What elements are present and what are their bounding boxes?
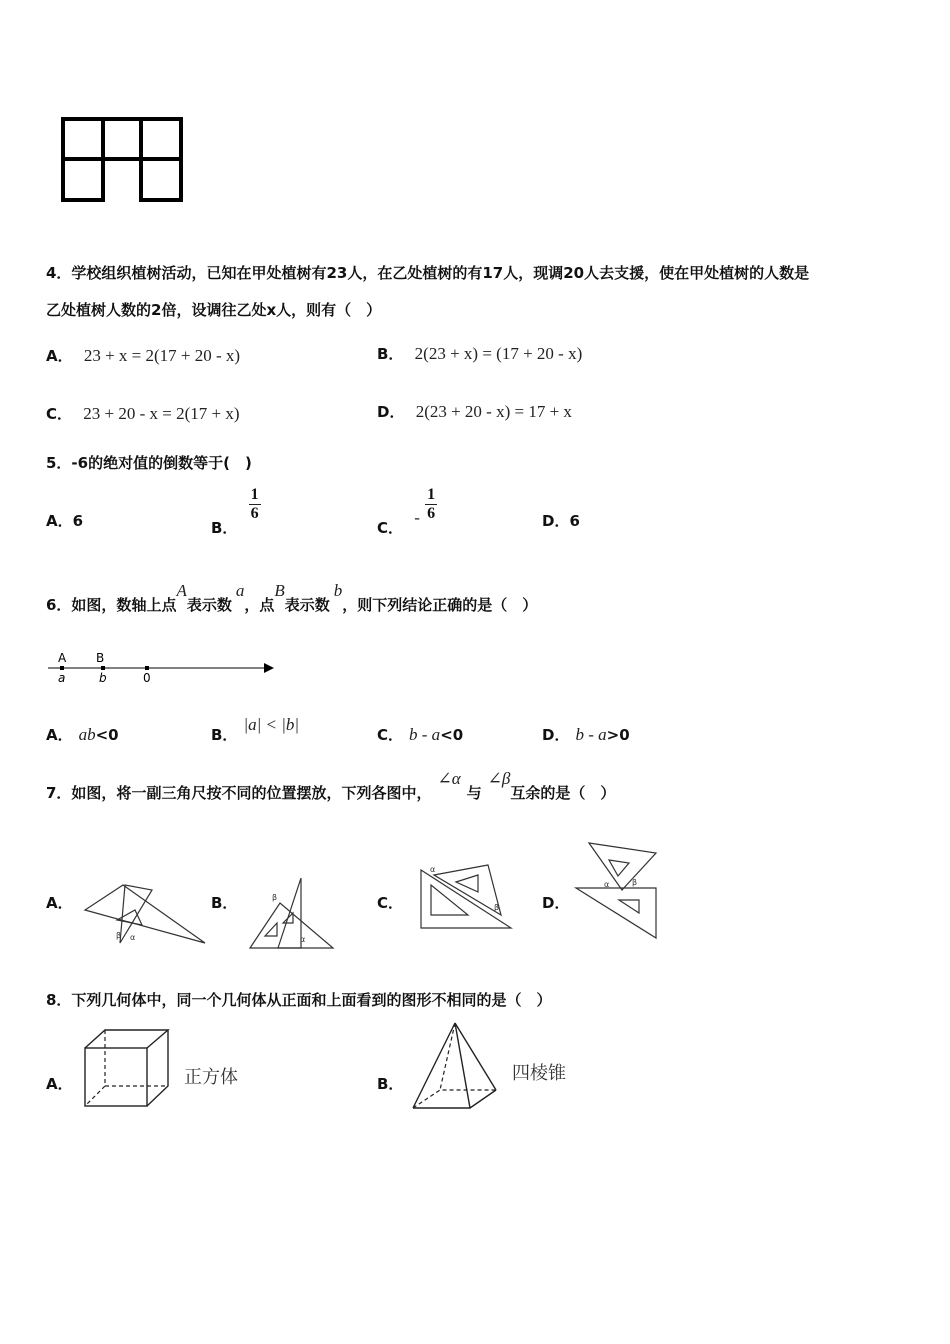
q8-option-b-label[interactable]: B． [377, 1075, 404, 1093]
svg-text:β: β [116, 931, 122, 940]
pyramid-caption: 四棱锥 [512, 1063, 566, 1083]
svg-text:α: α [130, 933, 136, 942]
number-line [44, 648, 284, 688]
q4-option-b[interactable]: B． 2(23 + x) = (17 + 20 - x) [377, 344, 583, 363]
q8-option-a-label[interactable]: A． [46, 1075, 73, 1093]
svg-text:α: α [300, 935, 306, 944]
svg-text:α: α [604, 880, 610, 889]
q8-text: 8．下列几何体中，同一个几何体从正面和上面看到的图形不相同的是（ ） [46, 991, 552, 1009]
svg-text:β: β [272, 893, 278, 902]
svg-text:α: α [430, 865, 436, 874]
axis-label-B: B [96, 651, 105, 665]
q4-option-c[interactable]: C． 23 + 20 - x = 2(17 + x) [46, 404, 240, 423]
axis-label-zero: 0 [143, 671, 151, 685]
q7-figure-b [245, 878, 340, 953]
svg-text:β: β [494, 903, 500, 912]
axis-label-b: b [99, 671, 107, 685]
q6-option-a[interactable]: A． ab<0 [46, 725, 119, 744]
q4-option-d[interactable]: D． 2(23 + 20 - x) = 17 + x [377, 402, 572, 421]
cube-net-figure [60, 116, 190, 206]
q5-option-d[interactable]: D．6 [542, 512, 580, 530]
q6-option-d[interactable]: D． b - a>0 [542, 725, 630, 744]
q4-option-a[interactable]: A． 23 + x = 2(17 + 20 - x) [46, 346, 241, 365]
q7-figure-c [416, 860, 521, 935]
q5-option-a[interactable]: A．6 [46, 512, 84, 530]
axis-label-A: A [58, 651, 67, 665]
cube-figure [80, 1026, 180, 1111]
pyramid-figure [408, 1020, 503, 1115]
cube-caption: 正方体 [184, 1067, 238, 1087]
q6-option-c[interactable]: C． b - a<0 [377, 725, 464, 744]
q7-option-b-label[interactable]: B． [211, 894, 238, 912]
q7-option-c-label[interactable]: C． [377, 894, 404, 912]
q7-option-a-label[interactable]: A． [46, 894, 73, 912]
q7-option-d-label[interactable]: D． [542, 894, 570, 912]
q5-option-c[interactable]: C． - $\frac{1}{6}$ [377, 486, 436, 537]
q7-text: 7．如图，将一副三角尺按不同的位置摆放，下列各图中，∠α与∠β互余的是（ ） [46, 769, 616, 802]
q7-figure-a [80, 880, 210, 955]
q6-option-b[interactable]: B．|a| < |b| [211, 715, 300, 744]
svg-text:β: β [632, 878, 638, 887]
q7-figure-d [574, 838, 664, 943]
axis-label-a: a [58, 671, 66, 685]
q6-text: 6．如图，数轴上点A表示数a，点B表示数b，则下列结论正确的是（ ） [46, 581, 538, 614]
q4-text-line1: 4．学校组织植树活动，已知在甲处植树有23人，在乙处植树的有17人，现调20人去支援，使在甲处植树的人数是 [46, 264, 810, 282]
q5-option-b[interactable]: B． $\frac{1}{6}$ [211, 486, 259, 537]
q4-text-line2: 乙处植树人数的2倍，设调往乙处x人，则有（ ） [46, 301, 382, 319]
q5-text: 5．-6的绝对值的倒数等于( ) [46, 454, 252, 472]
